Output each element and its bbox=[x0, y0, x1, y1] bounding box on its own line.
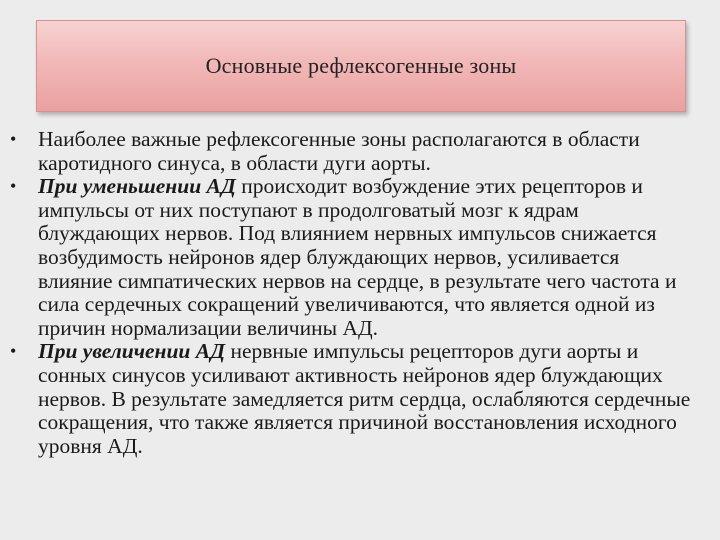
bullet-item-2 bbox=[8, 175, 698, 340]
bullet-text: нервные импульсы рецепторов дуги аорты и сонных синусов усиливают активность нейронов ядер блуждающих нервов. В результате замедляется ритм сердца, ослабляются сердечные сокращения, что также является причиной восстановления исходного уровня АД. bbox=[38, 339, 691, 458]
bullet-item-3 bbox=[8, 340, 698, 458]
bullet-list bbox=[8, 128, 698, 458]
bullet-icon: • bbox=[10, 176, 17, 197]
bullet-emphasis: При уменьшении АД bbox=[38, 174, 236, 199]
bullet-icon: • bbox=[10, 341, 17, 362]
bullet-text: происходит возбуждение этих рецепторов и импульсы от них поступают в продолговатый мозг к ядрам блуждающих нервов. Под влиянием нервных импульсов снижается возбудимость нейронов ядер блуждающих нервов, усиливается влияние симпатических нервов на сердце, в результате чего частота и сила сердечных сокращений увеличиваются, что является одной из причин нормализации величины АД. bbox=[38, 174, 677, 340]
bullet-emphasis: При увеличении АД bbox=[38, 339, 226, 364]
title-box bbox=[36, 20, 686, 112]
slide-title: Основные рефлексогенные зоны bbox=[205, 53, 517, 78]
bullet-icon: • bbox=[10, 129, 17, 149]
bullet-text: Наиболее важные рефлексогенные зоны располагаются в области каротидного синуса, в области дуги аорты. bbox=[38, 127, 640, 175]
bullet-item-1 bbox=[8, 128, 698, 175]
